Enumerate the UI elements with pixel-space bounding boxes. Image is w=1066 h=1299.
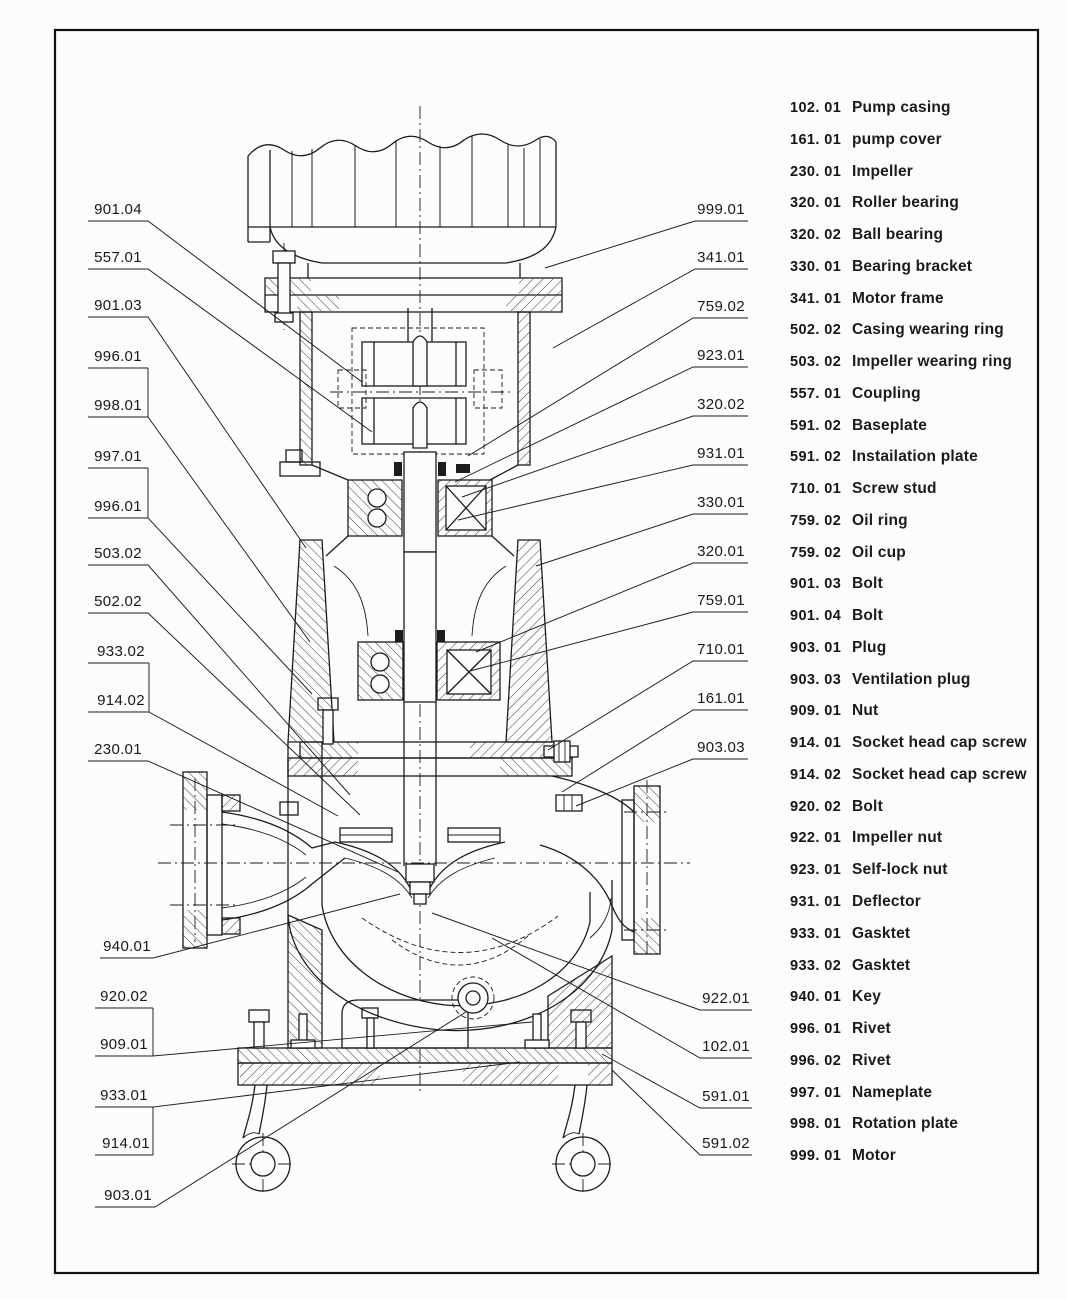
part-name: Plug [852, 639, 887, 656]
part-name: Deflector [852, 893, 921, 910]
callout-label-right-4: 320.02 [697, 396, 745, 413]
part-name: Motor frame [852, 290, 944, 307]
callout-label-left-7: 503.02 [94, 545, 142, 562]
parts-list-row [0, 827, 1066, 849]
callout-label-right-10: 161.01 [697, 690, 745, 707]
callout-label-left-11: 230.01 [94, 741, 142, 758]
parts-list-row [0, 319, 1066, 341]
part-number: 901. 04 [790, 608, 842, 624]
part-number: 320. 02 [790, 227, 842, 243]
callout-label-left-3: 996.01 [94, 348, 142, 365]
parts-list-row [0, 161, 1066, 183]
part-number: 996. 02 [790, 1053, 842, 1069]
part-name: Roller bearing [852, 194, 960, 211]
parts-list-row [0, 97, 1066, 119]
part-number: 901. 03 [790, 576, 842, 592]
part-number: 931. 01 [790, 894, 842, 910]
parts-list-row [0, 764, 1066, 786]
callout-label-right-14: 591.01 [702, 1088, 750, 1105]
part-name: Gasktet [852, 957, 911, 974]
callout-label-left-17: 903.01 [104, 1187, 152, 1204]
callout-label-right-2: 759.02 [697, 298, 745, 315]
parts-list-row [0, 415, 1066, 437]
callout-label-left-5: 997.01 [94, 448, 142, 465]
part-name: Socket head cap screw [852, 734, 1027, 751]
part-name: Rivet [852, 1020, 891, 1037]
callout-label-right-0: 999.01 [697, 201, 745, 218]
part-name: Impeller nut [852, 829, 943, 846]
part-name: Impeller [852, 163, 914, 180]
part-name: Ball bearing [852, 226, 944, 243]
callout-label-right-12: 922.01 [702, 990, 750, 1007]
callout-label-right-15: 591.02 [702, 1135, 750, 1152]
part-name: Nameplate [852, 1084, 933, 1101]
part-name: Bolt [852, 607, 883, 624]
part-name: Gasktet [852, 925, 911, 942]
parts-list-row [0, 891, 1066, 913]
parts-list-row [0, 796, 1066, 818]
part-number: 922. 01 [790, 830, 842, 846]
part-number: 759. 02 [790, 545, 842, 561]
part-number: 591. 02 [790, 418, 842, 434]
part-number: 914. 01 [790, 735, 842, 751]
callout-label-right-13: 102.01 [702, 1038, 750, 1055]
part-name: Nut [852, 702, 879, 719]
callout-label-right-7: 320.01 [697, 543, 745, 560]
callout-label-left-8: 502.02 [94, 593, 142, 610]
part-number: 503. 02 [790, 354, 842, 370]
callout-label-left-13: 920.02 [100, 988, 148, 1005]
parts-list-row [0, 224, 1066, 246]
part-number: 998. 01 [790, 1116, 842, 1132]
part-name: Bearing bracket [852, 258, 973, 275]
callout-label-left-1: 557.01 [94, 249, 142, 266]
callout-label-left-0: 901.04 [94, 201, 142, 218]
part-name: Impeller wearing ring [852, 353, 1013, 370]
part-number: 591. 02 [790, 449, 842, 465]
callout-label-left-6: 996.01 [94, 498, 142, 515]
parts-list-row [0, 669, 1066, 691]
part-name: Baseplate [852, 417, 928, 434]
part-name: Oil ring [852, 512, 908, 529]
part-number: 940. 01 [790, 989, 842, 1005]
part-number: 230. 01 [790, 164, 842, 180]
part-name: Ventilation plug [852, 671, 971, 688]
part-name: Bolt [852, 575, 883, 592]
part-name: Casing wearing ring [852, 321, 1004, 338]
part-name: Motor [852, 1147, 897, 1164]
parts-list-row [0, 573, 1066, 595]
part-name: pump cover [852, 131, 942, 148]
callout-label-right-3: 923.01 [697, 347, 745, 364]
part-number: 909. 01 [790, 703, 842, 719]
part-number: 914. 02 [790, 767, 842, 783]
part-name: Screw stud [852, 480, 937, 497]
part-number: 557. 01 [790, 386, 842, 402]
part-number: 161. 01 [790, 132, 842, 148]
parts-list-row [0, 129, 1066, 151]
callout-label-left-12: 940.01 [103, 938, 151, 955]
parts-list-row [0, 955, 1066, 977]
parts-list-row [0, 859, 1066, 881]
part-name: Oil cup [852, 544, 906, 561]
callout-label-left-9: 933.02 [97, 643, 145, 660]
part-name: Bolt [852, 798, 883, 815]
part-number: 341. 01 [790, 291, 842, 307]
part-number: 320. 01 [790, 195, 842, 211]
callout-label-left-16: 914.01 [102, 1135, 150, 1152]
part-number: 502. 02 [790, 322, 842, 338]
callout-label-right-8: 759.01 [697, 592, 745, 609]
part-number: 759. 02 [790, 513, 842, 529]
part-name: Self-lock nut [852, 861, 948, 878]
part-number: 920. 02 [790, 799, 842, 815]
part-number: 903. 01 [790, 640, 842, 656]
part-name: Coupling [852, 385, 921, 402]
callout-label-right-11: 903.03 [697, 739, 745, 756]
callout-label-left-14: 909.01 [100, 1036, 148, 1053]
part-number: 933. 01 [790, 926, 842, 942]
callout-label-left-15: 933.01 [100, 1087, 148, 1104]
callout-label-left-2: 901.03 [94, 297, 142, 314]
callout-label-left-10: 914.02 [97, 692, 145, 709]
parts-list-row [0, 1113, 1066, 1135]
part-name: Key [852, 988, 882, 1005]
part-number: 933. 02 [790, 958, 842, 974]
part-number: 710. 01 [790, 481, 842, 497]
parts-list-row [0, 478, 1066, 500]
part-number: 330. 01 [790, 259, 842, 275]
callout-label-left-4: 998.01 [94, 397, 142, 414]
part-name: Pump casing [852, 99, 951, 116]
part-number: 903. 03 [790, 672, 842, 688]
part-number: 999. 01 [790, 1148, 842, 1164]
callout-label-right-5: 931.01 [697, 445, 745, 462]
callout-label-right-6: 330.01 [697, 494, 745, 511]
part-name: Instailation plate [852, 448, 978, 465]
part-number: 996. 01 [790, 1021, 842, 1037]
part-number: 102. 01 [790, 100, 842, 116]
part-name: Socket head cap screw [852, 766, 1027, 783]
part-name: Rivet [852, 1052, 891, 1069]
part-number: 923. 01 [790, 862, 842, 878]
callout-label-right-9: 710.01 [697, 641, 745, 658]
part-number: 997. 01 [790, 1085, 842, 1101]
part-name: Rotation plate [852, 1115, 959, 1132]
callout-label-right-1: 341.01 [697, 249, 745, 266]
